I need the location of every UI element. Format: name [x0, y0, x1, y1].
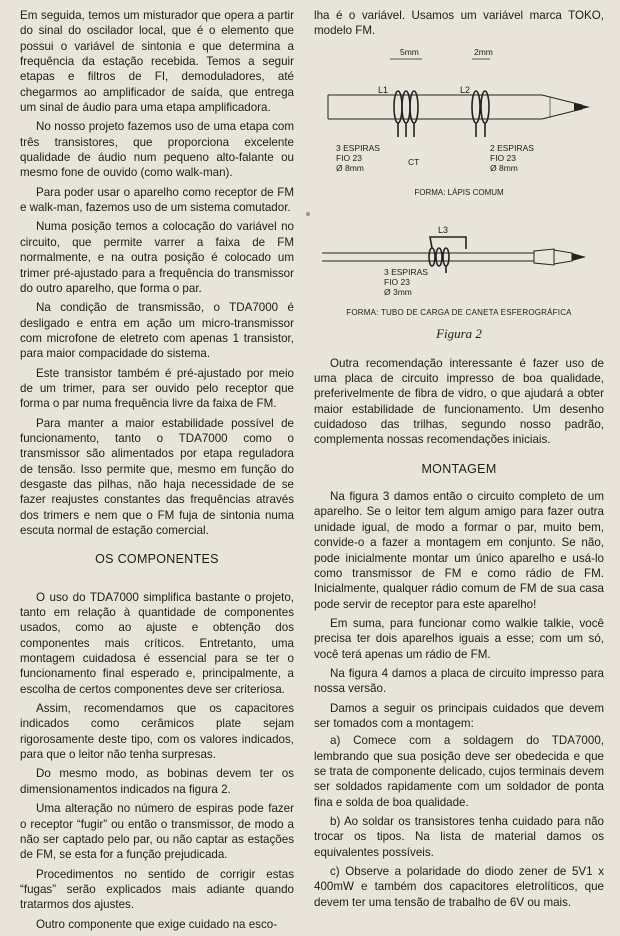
- left-paragraph: Uma alteração no número de espiras pode fazer o receptor “fugir” ou então o transmissor, de modo a não ser captado pelo par, ou não captar as estações de FM, se esta for a função prejudicada.: [20, 802, 294, 862]
- dimension-label-2mm: 2mm: [474, 46, 493, 57]
- section-heading-componentes: OS COMPONENTES: [95, 552, 219, 567]
- coil-l3: [429, 237, 466, 273]
- center-tap-label: CT: [408, 156, 420, 167]
- coil-spec-wire: FIO 23: [384, 276, 410, 287]
- right-paragraph: Na figura 3 damos então o circuito completo de um aparelho. Se o leitor tem algum amigo para fazer outra unidade igual, de modo a formar o par, muito bem, convide-o a fazer a montagem em conjunto. Se não, pode inicialmente montar um único aparelho e usá-lo como transmissor de FM e como rádio de FM. Inicialmente, qualquer rádio comum de FM de sua casa pode servir de receptor para este aparelho!: [314, 490, 604, 611]
- section-heading-montagem: MONTAGEM: [421, 461, 497, 476]
- pencil-form: [328, 95, 590, 119]
- left-paragraph: Numa posição temos a colocação do variável no circuito, que permite varrer a faixa de FM normalmente, e na outra posição é colocado um trimer pré-ajustado para a frequência do transmissor do outro aparelho, que forma o par.: [20, 220, 294, 295]
- page-mark: [306, 212, 310, 216]
- figure-2-coils: [314, 47, 604, 321]
- figure-caption: Figura 2: [436, 326, 482, 342]
- left-paragraph: Para poder usar o aparelho como receptor de FM e walk-man, fazemos uso de um sistema comutador.: [20, 185, 294, 215]
- coil-spec-diameter: Ø 3mm: [384, 286, 412, 297]
- pen-refill-form: [322, 249, 586, 265]
- list-item: b) Ao soldar os transistores tenha cuidado para não trocar os tipos. Na lista de material damos os equivalentes possíveis.: [314, 815, 604, 859]
- coil-spec-wire: FIO 23: [490, 152, 516, 163]
- left-paragraph: Este transistor também é pré-ajustado por meio de um trimer, para ser ouvido pelo receptor que forma o par numa frequência livre da faixa de FM.: [20, 366, 294, 411]
- left-paragraph: Outro componente que exige cuidado na esco-: [36, 917, 278, 931]
- form-label-pen-refill: FORMA: TUBO DE CARGA DE CANETA ESFEROGRÁFICA: [346, 308, 572, 318]
- right-paragraph: lha é o variável. Usamos um variável marca TOKO, modelo FM.: [314, 9, 604, 38]
- coil-label-l2: L2: [460, 84, 471, 95]
- left-paragraph: Na condição de transmissão, o TDA7000 é desligado e entra em ação um micro-transmissor com microfone de eletreto com apenas 1 transistor, para maior compacidade do sistema.: [20, 301, 294, 361]
- left-paragraph: O uso do TDA7000 simplifica bastante o projeto, tanto em relação à quantidade de componentes usados, como ao ajuste e obtenção dos componentes mais críticos. Entretanto, uma montagem cuidadosa é essencial para se ter o funcionamento final esperado e, principalmente, a escolha de certos componentes deve ser criteriosa.: [20, 590, 294, 696]
- coil-spec-turns: 3 ESPIRAS: [336, 142, 380, 153]
- left-paragraph: Do mesmo modo, as bobinas devem ter os dimensionamentos indicados na figura 2.: [20, 767, 294, 796]
- right-paragraph: Na figura 4 damos a placa de circuito impresso para nossa versão.: [314, 666, 604, 696]
- coil-l2: [472, 91, 489, 137]
- coil-label-l1: L1: [378, 84, 389, 95]
- coil-spec-diameter: Ø 8mm: [490, 162, 518, 173]
- right-paragraph: Outra recomendação interessante é fazer uso de uma placa de circuito impresso de boa qualidade, preferivelmente de fibra de vidro, o que ajudará a obter maior estabilidade de funcionamento. Um desenho cuidadoso das trilhas, segundo nosso padrão, complementa nossas recomendações iniciais.: [314, 356, 604, 447]
- left-column: [20, 8, 294, 936]
- left-paragraph: Procedimentos no sentido de corrigir estas “fugas” serão explicados mais adiante quando tratarmos dos ajustes.: [20, 867, 294, 912]
- coil-label-l3: L3: [438, 224, 449, 235]
- list-item: c) Observe a polaridade do diodo zener de 5V1 x 400mW e também dos capacitores eletrolíticos, que devem ter uma tensão de trabalho de 6V ou mais.: [314, 865, 604, 909]
- right-paragraph: Damos a seguir os principais cuidados que devem ser tomados com a montagem:: [314, 701, 604, 730]
- left-paragraph: Para manter a maior estabilidade possível de funcionamento, tanto o TDA7000 como o transmissor são alimentados por etapa reguladora de tensão. Isso permite que, mesmo em função do desgaste das pilhas, não haja necessidade de se fazer reajustes constantes das frequências através dos trimers e nem que o FM fuja de sintonia numa escuta normal de estação comercial.: [20, 416, 294, 537]
- coil-spec-turns: 2 ESPIRAS: [490, 142, 534, 153]
- list-item: a) Comece com a soldagem do TDA7000, lembrando que sua posição deve ser obedecida e que se trata de componente delicado, cujos terminais devem ser soldados rapidamente com um soldador de ponta fina e solda de boa qualidade.: [314, 734, 605, 809]
- dimension-label-5mm: 5mm: [400, 46, 419, 57]
- coil-spec-diameter: Ø 8mm: [336, 162, 364, 173]
- coil-spec-wire: FIO 23: [336, 152, 362, 163]
- left-paragraph: No nosso projeto fazemos uso de uma etapa com três transistores, que proporciona excelente qualidade de áudio num pequeno alto-falante ou mesmo fone de ouvido (como walk-man).: [20, 120, 294, 180]
- coil-l1: [394, 91, 418, 137]
- left-paragraph: Assim, recomendamos que os capacitores indicados como cerâmicos plate sejam rigorosamente deste tipo, com os valores indicados, para que o leitor não tenha surpresas.: [20, 702, 294, 762]
- coil-diagram: [314, 47, 604, 297]
- coil-spec-turns: 3 ESPIRAS: [384, 266, 428, 277]
- right-paragraph: Em suma, para funcionar como walkie talkie, você precisa ter dois aparelhos iguais a esse; com um só, você terá apenas um rádio de FM.: [314, 616, 604, 661]
- left-paragraph: Em seguida, temos um misturador que opera a partir do sinal do oscilador local, que é o elemento que possui o variável de sintonia e que determina a frequência da estação recebida. Temos a seguir etapas e filtros de FI, demoduladores, até chegarmos ao amplificador de saída, que entrega um sinal de áudio para uma etapa amplificadora.: [20, 9, 294, 115]
- form-label-pencil: FORMA: LÁPIS COMUM: [414, 187, 504, 197]
- right-column: [314, 8, 604, 914]
